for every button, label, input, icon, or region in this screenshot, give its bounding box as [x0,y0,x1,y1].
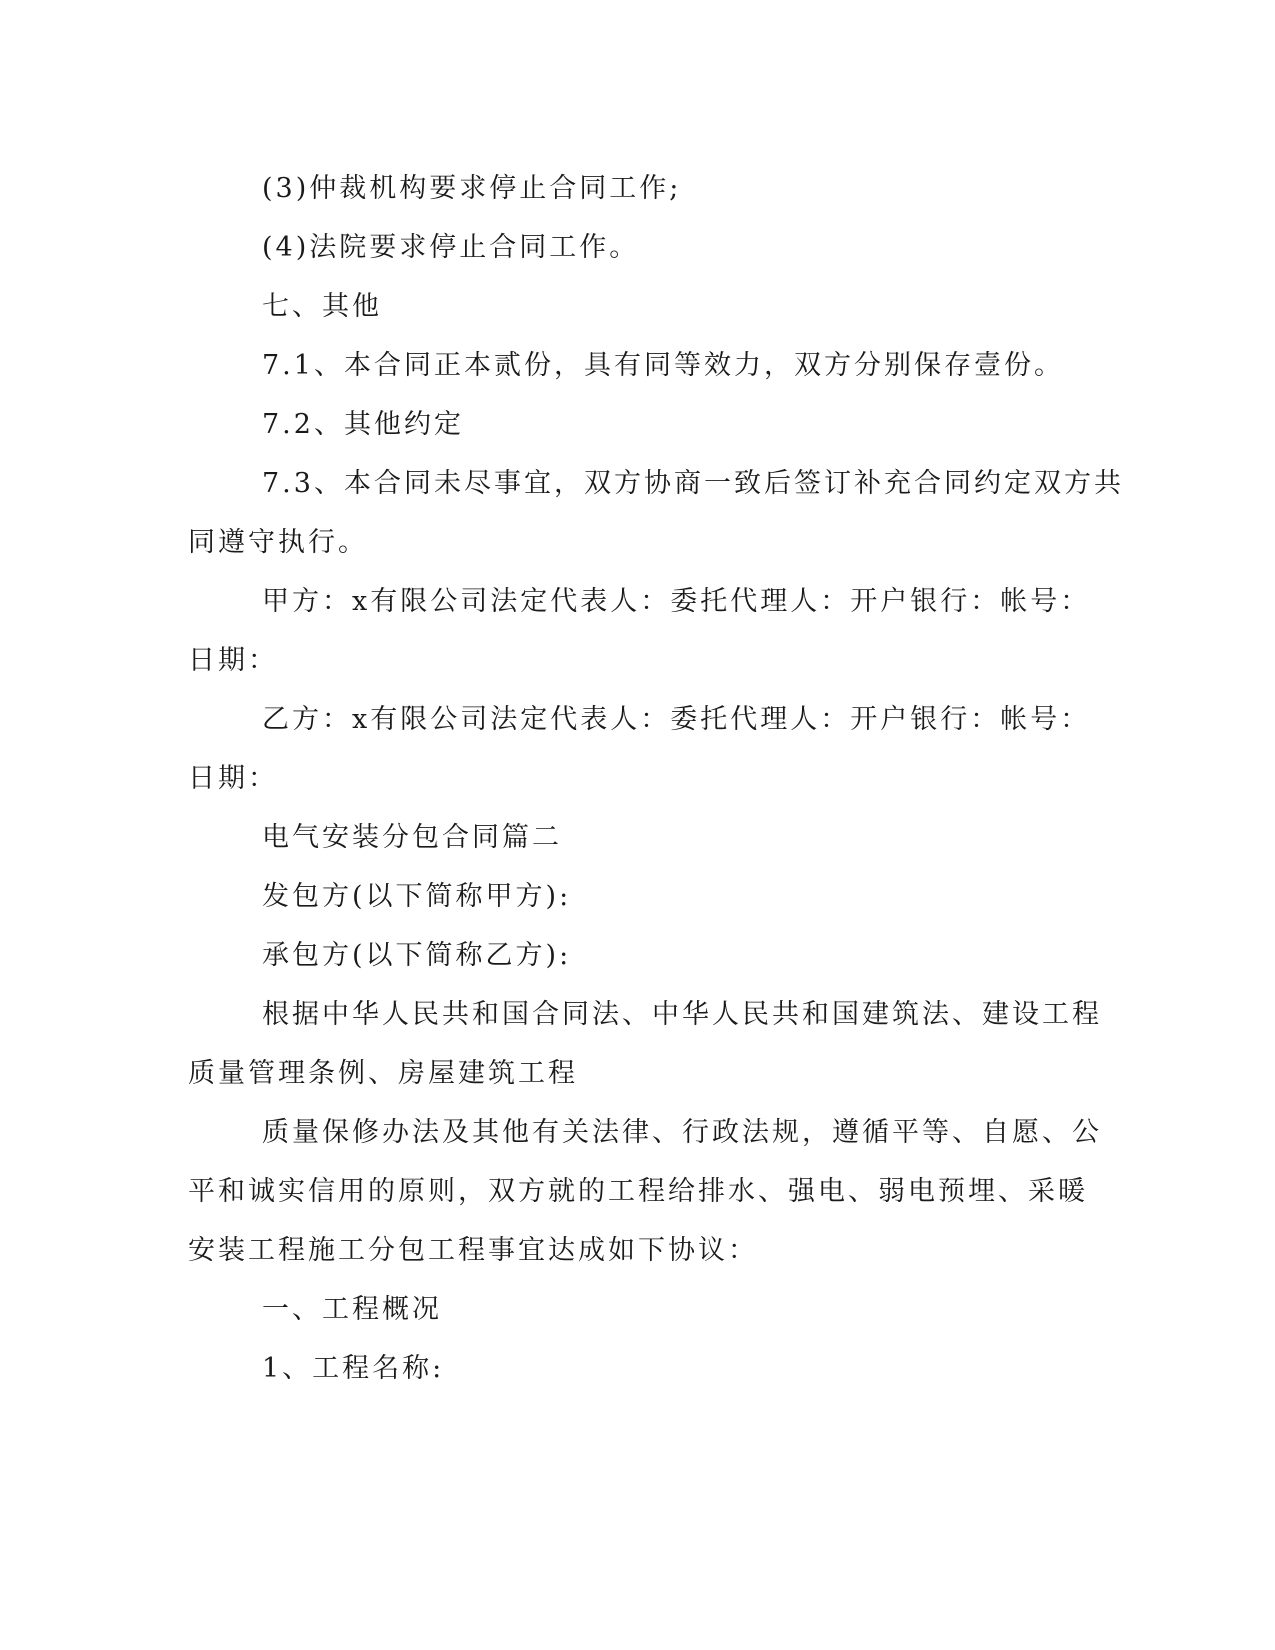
employer-party-line: 发包方(以下简称甲方): [262,881,572,912]
legal-basis-line-2: 质量管理条例、房屋建筑工程 [188,1058,578,1089]
text-line-court-stop: (4)法院要求停止合同工作。 [262,232,640,263]
agreement-paragraph-line-1: 质量保修办法及其他有关法律、行政法规，遵循平等、自愿、公 [262,1117,1102,1148]
clause-7-3: 7.3、本合同未尽事宜，双方协商一致后签订补充合同约定双方共 [262,468,1124,499]
section-heading-other: 七、其他 [262,291,382,322]
party-b-date: 日期： [188,763,278,794]
agreement-paragraph-line-2: 平和诚实信用的原则，双方就的工程给排水、强电、弱电预埋、采暖 [188,1176,1088,1207]
clause-7-3-continued: 同遵守执行。 [188,527,368,558]
contract-title-part-two: 电气安装分包合同篇二 [262,822,562,853]
legal-basis-line-1: 根据中华人民共和国合同法、中华人民共和国建筑法、建设工程 [262,999,1102,1030]
party-a-date: 日期： [188,645,278,676]
section-heading-project-overview: 一、工程概况 [262,1294,442,1325]
contractor-party-line: 承包方(以下简称乙方): [262,940,572,971]
clause-7-1: 7.1、本合同正本贰份，具有同等效力，双方分别保存壹份。 [262,350,1064,381]
project-name-line: 1、工程名称: [262,1353,445,1384]
agreement-paragraph-line-3: 安装工程施工分包工程事宜达成如下协议： [188,1235,758,1266]
party-b-signature-line: 乙方：x有限公司法定代表人：委托代理人：开户银行：帐号： [262,704,1091,735]
clause-7-2: 7.2、其他约定 [262,409,464,440]
text-line-arbitration-stop: (3)仲裁机构要求停止合同工作; [262,173,682,204]
party-a-signature-line: 甲方：x有限公司法定代表人：委托代理人：开户银行：帐号： [262,586,1091,617]
